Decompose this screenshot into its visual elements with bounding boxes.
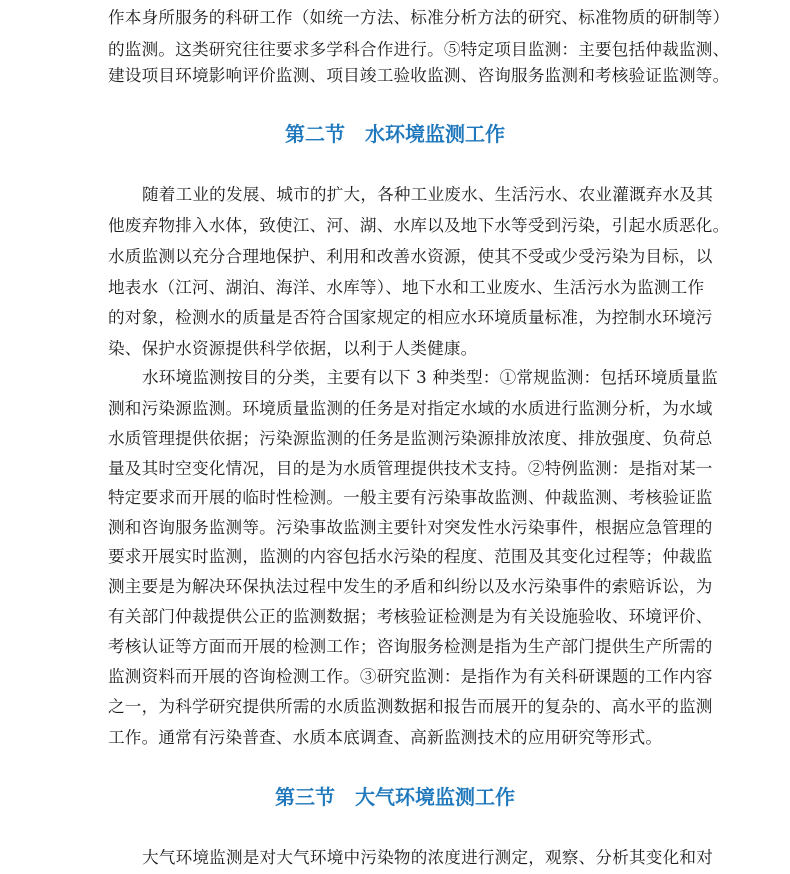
section-heading: 第二节 水环境监测工作 [285, 122, 505, 146]
text-line: 之一，为科学研究提供所需的水质监测数据和报告而展开的复杂的、高水平的监测 [108, 697, 713, 716]
text-line: 要求开展实时监测，监测的内容包括水污染的程度、范围及其变化过程等；仲裁监 [108, 547, 713, 566]
text-line: 水环境监测按目的分类，主要有以下 3 种类型：①常规监测：包括环境质量监 [142, 368, 718, 387]
text-line: 特定要求而开展的临时性检测。一般主要有污染事故监测、仲裁监测、考核验证监 [108, 488, 713, 507]
text-line: 量及其时空变化情况，目的是为水质管理提供技术支持。②特例监测：是指对某一 [108, 459, 713, 478]
text-line: 建设项目环境影响评价监测、项目竣工验收监测、咨询服务监测和考核验证监测等。 [108, 66, 730, 85]
text-line: 地表水（江河、湖泊、海洋、水库等）、地下水和工业废水、生活污水为监测工作 [108, 278, 705, 297]
text-line: 测和污染源监测。环境质量监测的任务是对指定水域的水质进行监测分析，为水域 [108, 399, 713, 418]
text-line: 作本身所服务的科研工作（如统一方法、标准分析方法的研究、标准物质的研制等） [108, 8, 730, 27]
text-line: 考核认证等方面而开展的检测工作；咨询服务检测是指为生产部门提供生产所需的 [108, 637, 713, 656]
text-line: 他废弃物排入水体，致使江、河、湖、水库以及地下水等受到污染，引起水质恶化。 [108, 216, 730, 235]
text-line: 大气环境监测是对大气环境中污染物的浓度进行测定，观察、分析其变化和对 [142, 848, 713, 867]
text-line: 随着工业的发展、城市的扩大，各种工业废水、生活污水、农业灌溉弃水及其 [142, 185, 713, 204]
text-line: 的监测。这类研究往往要求多学科合作进行。⑤特定项目监测：主要包括仲裁监测、 [108, 40, 730, 59]
text-line: 监测资料而开展的咨询检测工作。③研究监测：是指作为有关科研课题的工作内容 [108, 667, 713, 686]
text-line: 的对象，检测水的质量是否符合国家规定的相应水环境质量标准，为控制水环境污 [108, 308, 713, 327]
text-line: 有关部门仲裁提供公正的监测数据；考核验证检测是为有关设施验收、环境评价、 [108, 607, 713, 626]
text-line: 工作。通常有污染普查、水质本底调查、高新监测技术的应用研究等形式。 [108, 728, 663, 747]
text-line: 测主要是为解决环保执法过程中发生的矛盾和纠纷以及水污染事件的索赔诉讼，为 [108, 577, 713, 596]
text-line: 染、保护水资源提供科学依据，以利于人类健康。 [108, 339, 478, 358]
text-line: 测和咨询服务监测等。污染事故监测主要针对突发性水污染事件，根据应急管理的 [108, 518, 713, 537]
section-heading: 第三节 大气环境监测工作 [275, 785, 515, 809]
text-line: 水质监测以充分合理地保护、利用和改善水资源，使其不受或少受污染为目标，以 [108, 247, 713, 266]
text-line: 水质管理提供依据；污染源监测的任务是监测污染源排放浓度、排放强度、负荷总 [108, 429, 713, 448]
